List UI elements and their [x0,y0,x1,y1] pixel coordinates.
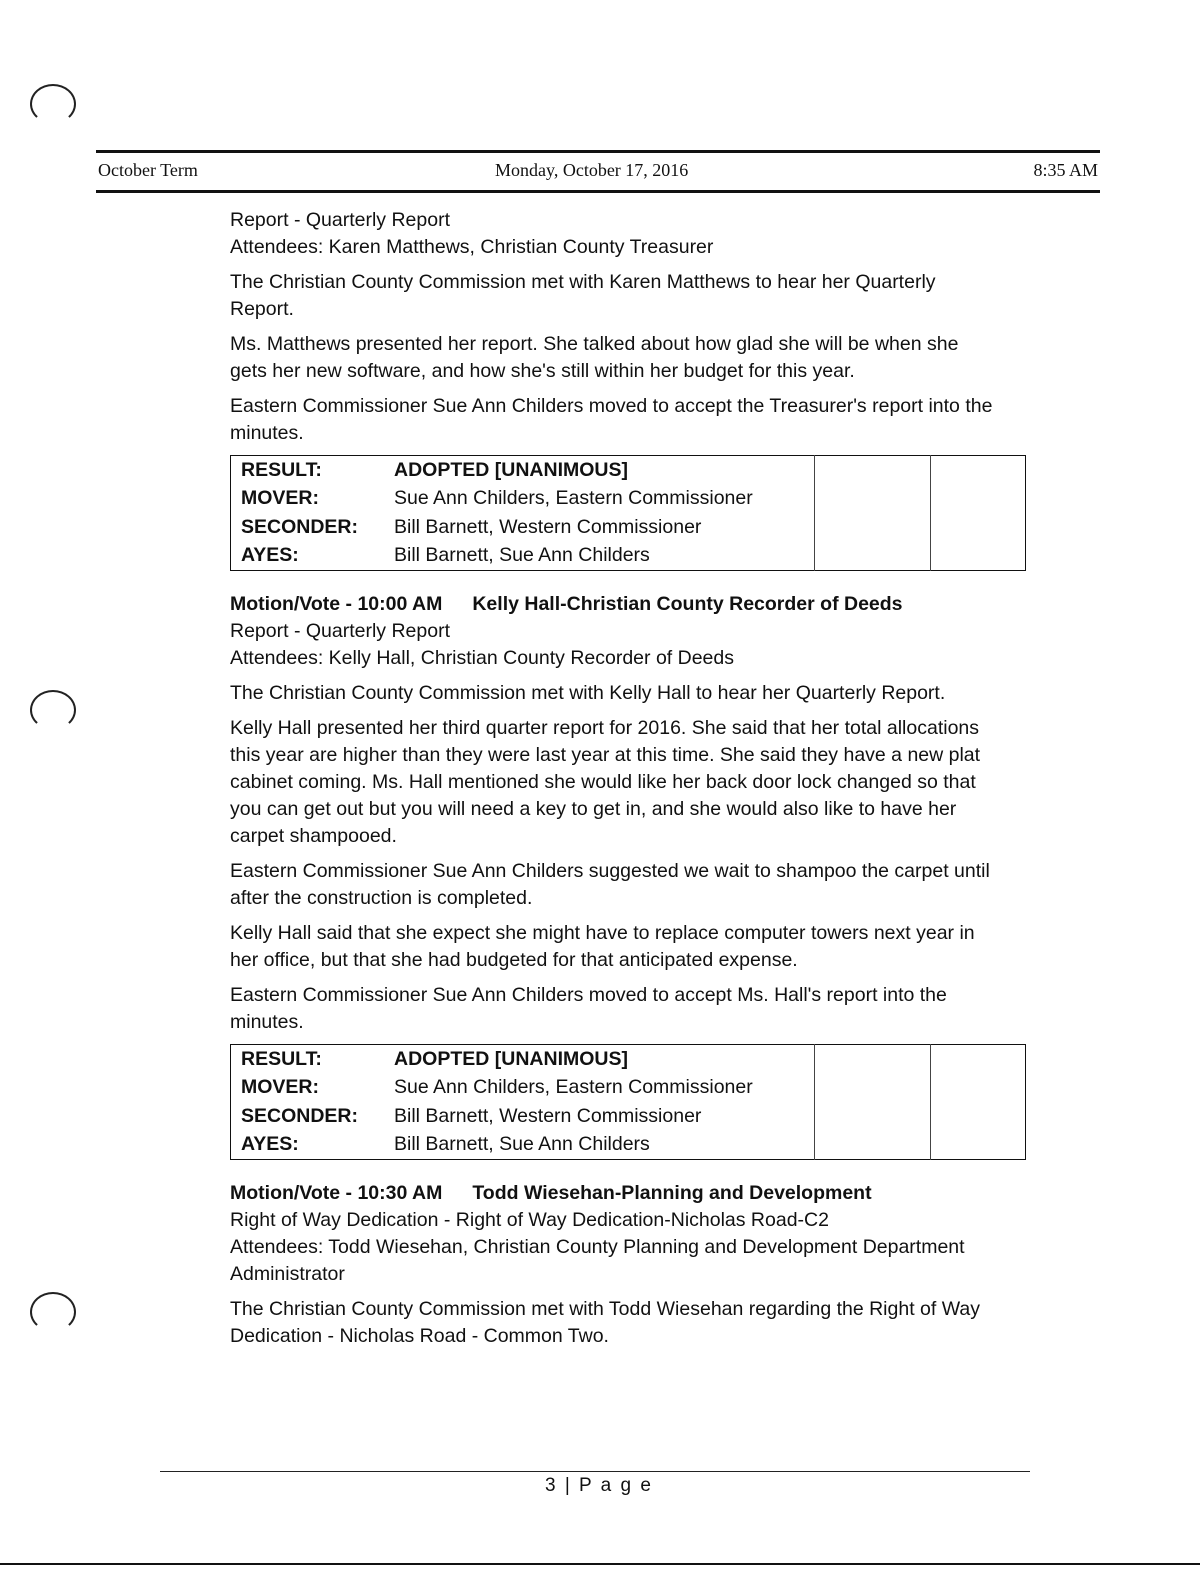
punch-hole-icon [30,1292,76,1332]
report-type: Right of Way Dedication - Right of Way Dedication-Nicholas Road-C2 [230,1209,829,1231]
blank-cell [815,1045,931,1160]
motion-heading [230,1180,1030,1207]
ayes-label: AYES: [241,1133,299,1156]
attendees-continued: Administrator [230,1263,345,1285]
paragraph [230,393,1030,447]
section-2-intro [230,591,1030,672]
ayes-value: Bill Barnett, Sue Ann Childers [394,1133,650,1156]
paragraph [230,715,1030,850]
text-line: after the construction is completed. [230,887,533,909]
header-time: 8:35 AM [1033,160,1098,180]
vote-result-table [230,1044,1026,1160]
minutes-body [230,207,1030,1358]
paragraph [230,920,1030,974]
text-line: minutes. [230,1011,304,1033]
text-line: Dedication - Nicholas Road - Common Two. [230,1325,609,1347]
blank-cell [931,1045,1026,1160]
paragraph [230,1296,1030,1350]
text-line: minutes. [230,422,304,444]
header-term: October Term [98,160,198,180]
header-date: Monday, October 17, 2016 [495,160,689,180]
motion-title: Todd Wiesehan-Planning and Development [472,1182,872,1204]
paragraph [230,680,1030,707]
page-number: 3 | P a g e [545,1475,653,1496]
text-line: Report. [230,298,294,320]
attendees: Attendees: Karen Matthews, Christian County Treasurer [230,236,714,258]
page-edge [0,1563,1200,1565]
result-value: ADOPTED [UNANIMOUS] [394,1047,628,1070]
punch-hole-icon [30,84,76,124]
footer-rule [160,1471,1030,1472]
result-label: RESULT: [241,458,322,481]
ayes-value: Bill Barnett, Sue Ann Childers [394,544,650,567]
result-label: RESULT: [241,1047,322,1070]
text-line: Eastern Commissioner Sue Ann Childers moved to accept Ms. Hall's report into the [230,984,947,1006]
text-line: her office, but that she had budgeted for that anticipated expense. [230,949,798,971]
attendees: Attendees: Todd Wiesehan, Christian County Planning and Development Department [230,1236,965,1258]
table-row [231,1045,1026,1074]
seconder-label: SECONDER: [241,515,359,538]
seconder-label: SECONDER: [241,1104,359,1127]
text-line: gets her new software, and how she's still within her budget for this year. [230,360,855,382]
text-line: Kelly Hall presented her third quarter report for 2016. She said that her total allocations [230,717,980,739]
text-line: Kelly Hall said that she expect she might have to replace computer towers next year in [230,922,975,944]
mover-label: MOVER: [241,487,319,510]
text-line: The Christian County Commission met with Karen Matthews to hear her Quarterly [230,271,936,293]
text-line: carpet shampooed. [230,825,397,847]
text-line: you can get out but you will need a key to get in, and she would also like to have her [230,798,957,820]
text-line: The Christian County Commission met with Todd Wiesehan regarding the Right of Way [230,1298,980,1320]
blank-cell [931,456,1026,571]
motion-label: Motion/Vote - 10:30 AM [230,1182,443,1204]
attendees: Attendees: Kelly Hall, Christian County Recorder of Deeds [230,647,734,669]
paragraph [230,331,1030,385]
section-1-intro [230,207,1030,261]
mover-label: MOVER: [241,1076,319,1099]
report-type: Report - Quarterly Report [230,620,450,642]
text-line: The Christian County Commission met with Kelly Hall to hear her Quarterly Report. [230,682,946,704]
punch-hole-icon [30,690,76,730]
ayes-label: AYES: [241,544,299,567]
motion-title: Kelly Hall-Christian County Recorder of Deeds [472,593,903,615]
text-line: Eastern Commissioner Sue Ann Childers suggested we wait to shampoo the carpet until [230,860,990,882]
header-rule [96,150,1100,153]
paragraph [230,982,1030,1036]
paragraph [230,858,1030,912]
text-line: Ms. Matthews presented her report. She talked about how glad she will be when she [230,333,959,355]
motion-heading [230,591,1030,618]
result-value: ADOPTED [UNANIMOUS] [394,458,628,481]
section-3-intro [230,1180,1030,1288]
mover-value: Sue Ann Childers, Eastern Commissioner [394,487,753,510]
mover-value: Sue Ann Childers, Eastern Commissioner [394,1076,753,1099]
seconder-value: Bill Barnett, Western Commissioner [394,1104,702,1127]
text-line: cabinet coming. Ms. Hall mentioned she would like her back door lock changed so that [230,771,976,793]
text-line: this year are higher than they were last year at this time. She said they have a new plat [230,744,981,766]
blank-cell [815,456,931,571]
seconder-value: Bill Barnett, Western Commissioner [394,515,702,538]
motion-label: Motion/Vote - 10:00 AM [230,593,443,615]
header-rule [96,190,1100,193]
paragraph [230,269,1030,323]
vote-result-table [230,455,1026,571]
table-row [231,456,1026,485]
text-line: Eastern Commissioner Sue Ann Childers moved to accept the Treasurer's report into the [230,395,993,417]
report-type: Report - Quarterly Report [230,209,450,231]
